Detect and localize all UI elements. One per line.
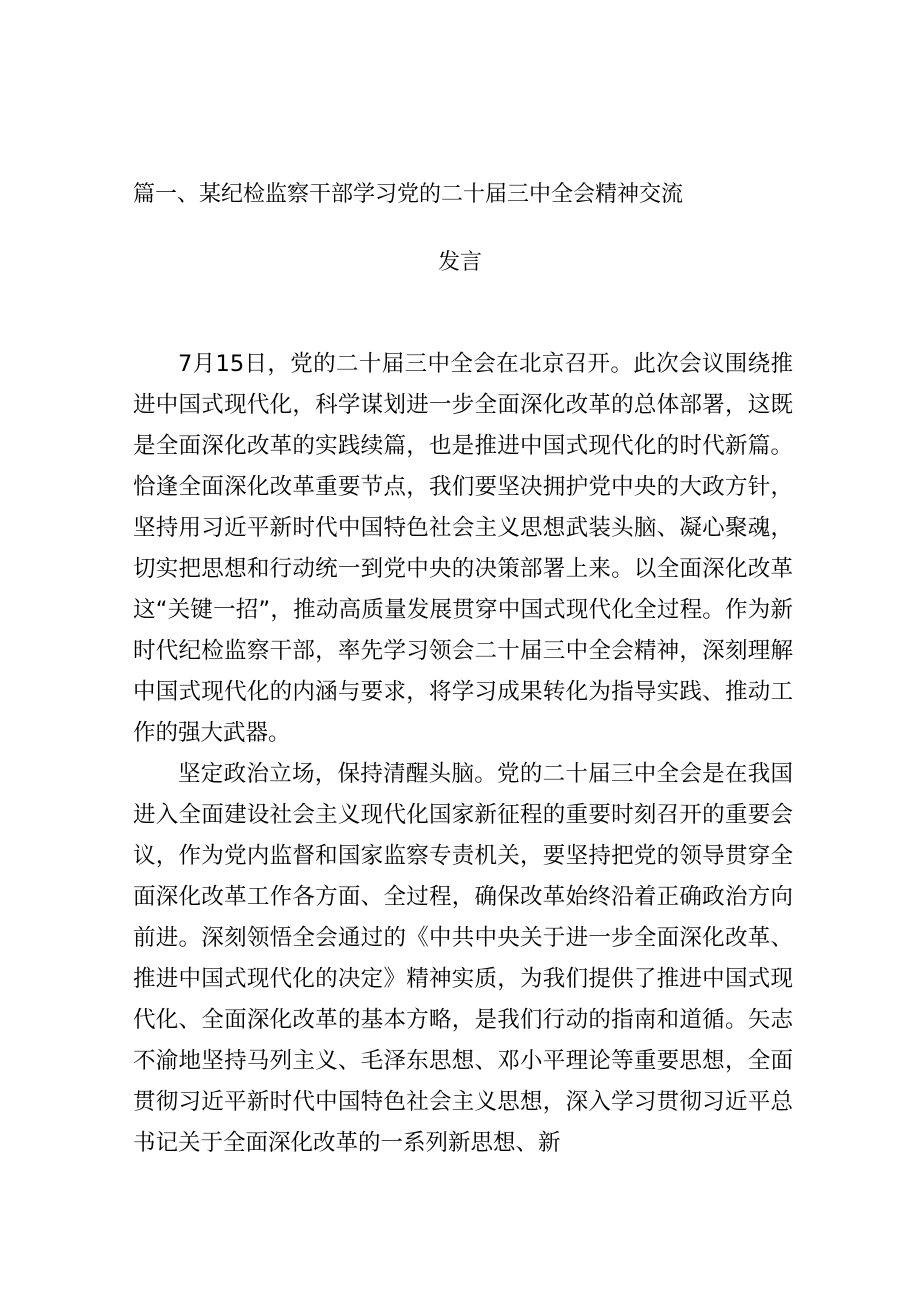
- paragraph-2: 坚定政治立场，保持清醒头脑。党的二十届三中全会是在我国进入全面建设社会主义现代化国家新征程的重要时刻召开的重要会议，作为党内监督和国家监察专责机关，要坚持把党的领导贯穿全面深化改革工作各方面、全过程，确保改革始终沿着正确政治方向前进。深刻领悟全会通过的《中共中央关于进一步全面深化改革、推进中国式现代化的决定》精神实质，为我们提供了推进中国式现代化、全面深化改革的基本方略，是我们行动的指南和道循。矢志不渝地坚持马列主义、毛泽东思想、邓小平理论等重要思想，全面贯彻习近平新时代中国特色社会主义思想，深入学习贯彻习近平总书记关于全面深化改革的一系列新思想、新: [133, 761, 793, 1156]
- document-body: [133, 344, 793, 1164]
- document-title: 篇一、某纪检监察干部学习党的二十届三中全会精神交流: [133, 182, 684, 207]
- paragraph-1: 7月15日，党的二十届三中全会在北京召开。此次会议围绕推进中国式现代化，科学谋划进一步全面深化改革的总体部署，这既是全面深化改革的实践续篇，也是推进中国式现代化的时代新篇。恰逢全面深化改革重要节点，我们要坚决拥护党中央的大政方针，坚持用习近平新时代中国特色社会主义思想武装头脑、凝心聚魂，切实把思想和行动统一到党中央的决策部署上来。以全面深化改革这“关键一招”，推动高质量发展贯穿中国式现代化全过程。作为新时代纪检监察干部，率先学习领会二十届三中全会精神，深刻理解中国式现代化的内涵与要求，将学习成果转化为指导实践、推动工作的强大武器。: [133, 351, 793, 746]
- document-title-continuation: 发言: [437, 250, 482, 275]
